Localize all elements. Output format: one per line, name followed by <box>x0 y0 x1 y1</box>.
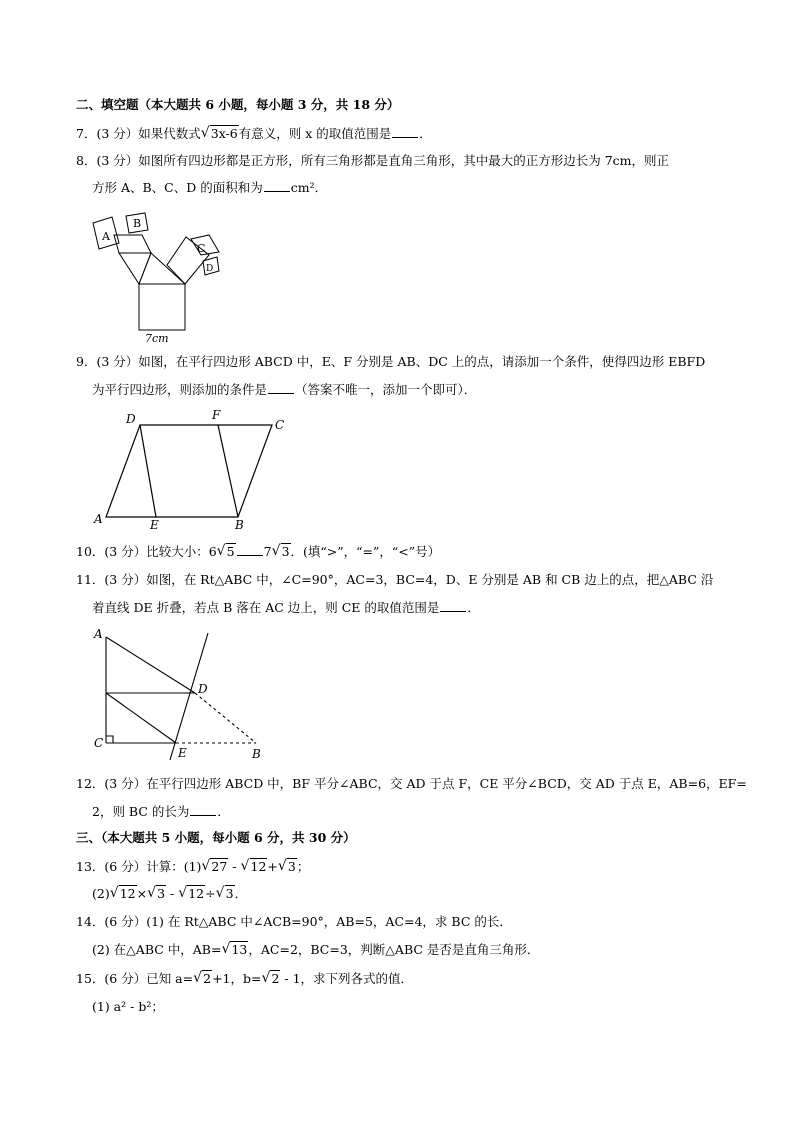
right-angle-mark <box>106 736 113 743</box>
question-11-line2: 着直线 DE 折叠，若点 B 落在 AC 边上，则 CE 的取值范围是 ． <box>92 600 480 615</box>
question-9-line1: 9．(3 分）如图，在平行四边形 ABCD 中，E、F 分别是 AB、DC 上的点，请添加一个条件，使得四边形 EBFD <box>76 354 706 369</box>
answer-blank <box>268 381 294 394</box>
segment-fb <box>218 425 238 517</box>
label-7cm: 7cm <box>145 332 169 345</box>
side-ad <box>106 637 195 693</box>
fold-segment-bottom <box>106 693 176 743</box>
svg-text:A: A <box>94 512 103 526</box>
answer-blank <box>264 179 290 192</box>
svg-text:B: B <box>235 518 244 530</box>
parallelogram-abcd <box>106 425 272 517</box>
question-15-line2: (1) a² - b²； <box>92 999 164 1014</box>
question-7: 7．(3 分）如果代数式 √ 3x-6有意义，则 x 的取值范围是 ． <box>76 125 432 141</box>
answer-blank <box>440 599 466 612</box>
svg-text:C: C <box>94 736 104 750</box>
question-13-line1: 13．(6 分）计算：(1) √ 27 - √ 12+ √ 3； <box>76 858 310 874</box>
question-13-line2: (2) √ 12× √ 3 - √ 12÷ √ 3． <box>92 885 248 901</box>
section-heading-fill-in: 二、填空题（本大题共 6 小题，每小题 3 分，共 18 分） <box>76 97 400 112</box>
svg-text:B: B <box>252 747 261 761</box>
svg-text:C: C <box>275 418 285 432</box>
label-d: D <box>206 264 214 274</box>
sqrt-3x-6: √ 3x-6 <box>200 125 238 141</box>
question-10: 10．(3 分）比较大小：6 √ 5 7 √ 3．(填“>”，“=”，“<”号） <box>76 543 441 559</box>
question-14-line2: (2) 在△ABC 中，AB= √ 13，AC=2，BC=3，判断△ABC 是否是直角三角形． <box>92 941 540 957</box>
largest-square <box>139 284 185 330</box>
q7-suffix: 有意义，则 x 的取值范围是 <box>238 126 392 141</box>
left-triangle <box>139 253 185 284</box>
fold-line-de <box>170 633 208 760</box>
question-15-line1: 15．(6 分）已知 a= √ 2+1，b= √ 2 - 1，求下列各式的值． <box>76 970 414 986</box>
question-12-line2: 2，则 BC 的长为 ． <box>92 804 230 819</box>
label-b: B <box>133 217 142 230</box>
question-9-line2: 为平行四边形，则添加的条件是 （答案不唯一，添加一个即可）． <box>92 382 477 397</box>
svg-text:E: E <box>150 518 159 530</box>
label-c: C <box>197 242 206 255</box>
svg-text:E: E <box>178 746 187 760</box>
small-square <box>114 235 151 253</box>
q7-prefix: 7．(3 分）如果代数式 <box>76 126 201 141</box>
answer-blank <box>190 803 216 816</box>
segment-de <box>140 425 156 517</box>
svg-text:D: D <box>126 412 136 426</box>
section-heading-three: 三、（本大题共 5 小题，每小题 6 分，共 30 分） <box>76 830 356 845</box>
dashed-db <box>195 693 256 743</box>
top-left-triangle <box>119 253 151 284</box>
label-a: A <box>102 230 110 243</box>
answer-blank <box>237 543 263 556</box>
pythagoras-tree-figure <box>85 205 230 345</box>
svg-text:D: D <box>198 682 208 696</box>
svg-text:A: A <box>94 627 103 641</box>
question-12-line1: 12．(3 分）在平行四边形 ABCD 中，BF 平分∠ABC，交 AD 于点 F，CE 平分∠BCD，交 AD 于点 E，AB=6，EF= <box>76 776 747 791</box>
right-triangle-fold-figure <box>90 625 270 763</box>
answer-blank <box>392 125 418 138</box>
parallelogram-figure <box>90 405 295 530</box>
svg-text:F: F <box>212 408 221 422</box>
question-8-line2: 方形 A、B、C、D 的面积和为 cm²． <box>92 180 328 195</box>
question-14-line1: 14．(6 分）(1) 在 Rt△ABC 中∠ACB=90°，AB=5，AC=4，求 BC 的长． <box>76 914 512 929</box>
question-8-line1: 8．(3 分）如图所有四边形都是正方形，所有三角形都是直角三角形，其中最大的正方形边长为 7cm，则正 <box>76 153 670 168</box>
question-11-line1: 11．(3 分）如图，在 Rt△ABC 中，∠C=90°，AC=3，BC=4，D、E 分别是 AB 和 CB 边上的点，把△ABC 沿 <box>76 572 714 587</box>
